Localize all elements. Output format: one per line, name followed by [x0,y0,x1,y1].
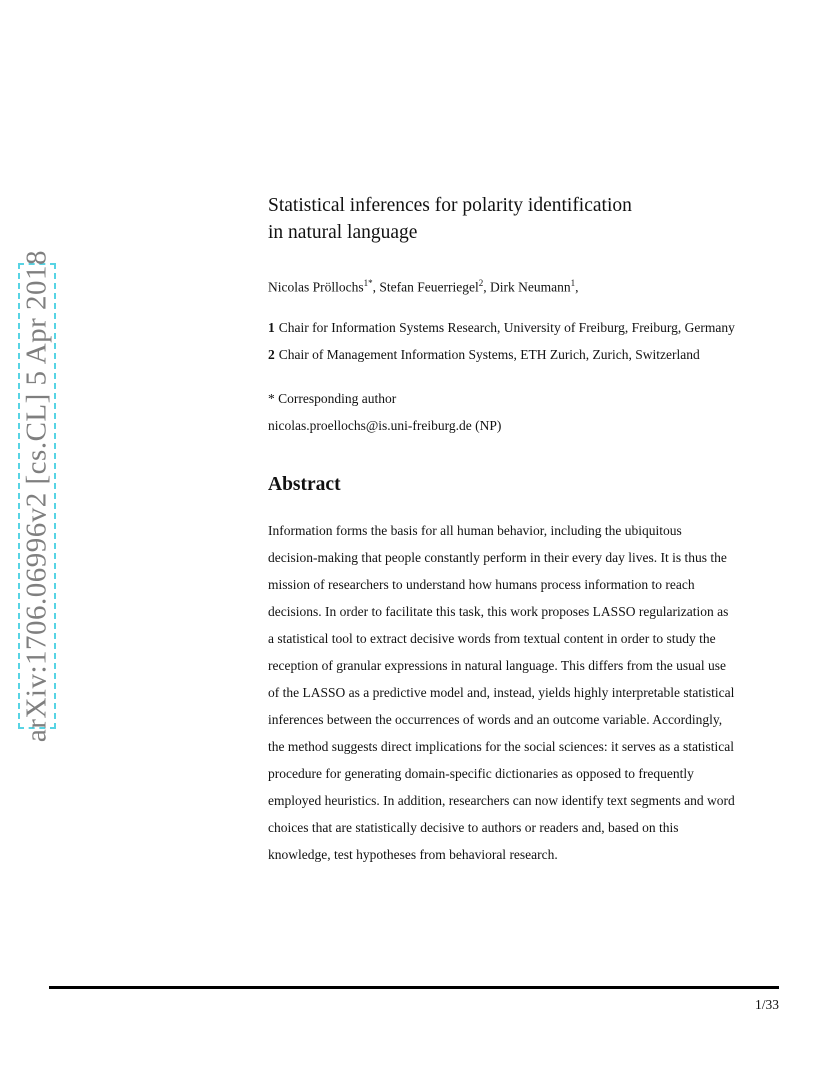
author-list [268,278,788,296]
corresponding-author-note: * Corresponding author [268,391,397,406]
affiliation-text: Chair for Information Systems Research, University of Freiburg, Freiburg, Germany [278,320,735,335]
paper-title-line-2: in natural language [268,222,418,243]
abstract-line: decisions. In order to facilitate this task, this work proposes LASSO regularization as [268,604,729,619]
affiliation-number: 2 [268,347,275,362]
abstract-body [268,517,788,868]
abstract-line: reception of granular expressions in natural language. This differs from the usual use [268,658,726,673]
abstract-line: procedure for generating domain-specific dictionaries as opposed to frequently [268,766,694,781]
affiliation-1 [268,320,788,336]
abstract-line: Information forms the basis for all human behavior, including the ubiquitous [268,523,682,538]
abstract-line: decision-making that people constantly perform in their every day lives. It is thus the [268,550,727,565]
author-affiliation-mark: 1* [363,278,373,288]
footer-rule [49,986,779,989]
affiliation-number: 1 [268,320,275,335]
affiliation-2 [268,347,788,363]
author-separator: , [575,279,579,295]
abstract-heading: Abstract [268,474,341,495]
abstract-line: of the LASSO as a predictive model and, instead, yields highly interpretable statistical [268,685,735,700]
author-separator: , [372,279,380,295]
paper-title-line-1: Statistical inferences for polarity identification [268,195,632,216]
abstract-line: mission of researchers to understand how humans process information to reach [268,577,695,592]
affiliation-text: Chair of Management Information Systems, ETH Zurich, Zurich, Switzerland [278,347,700,362]
author-name: Stefan Feuerriegel [379,279,479,295]
abstract-line: inferences between the occurrences of words and an outcome variable. Accordingly, [268,712,723,727]
abstract-line: the method suggests direct implications for the social sciences: it serves as a statistical [268,739,735,754]
paper-title [268,192,788,246]
abstract-line: choices that are statistically decisive to authors or readers and, based on this [268,820,679,835]
arxiv-stamp-text: arXiv:1706.06996v2 [cs.CL] 5 Apr 2018 [20,249,53,743]
abstract-line: knowledge, test hypotheses from behavioral research. [268,847,558,862]
abstract-line: employed heuristics. In addition, researchers can now identify text segments and word [268,793,735,808]
corresponding-email: nicolas.proellochs@is.uni-freiburg.de (NP) [268,418,502,433]
author-separator: , [483,279,490,295]
arxiv-stamp [18,249,56,743]
abstract-line: a statistical tool to extract decisive words from textual content in order to study the [268,631,716,646]
author-affiliation-mark: 1 [570,278,576,288]
author-name: Dirk Neumann [489,279,571,295]
author-affiliation-mark: 2 [478,278,484,288]
page-number: 1/33 [754,997,779,1012]
author-name: Nicolas Pröllochs [268,279,364,295]
